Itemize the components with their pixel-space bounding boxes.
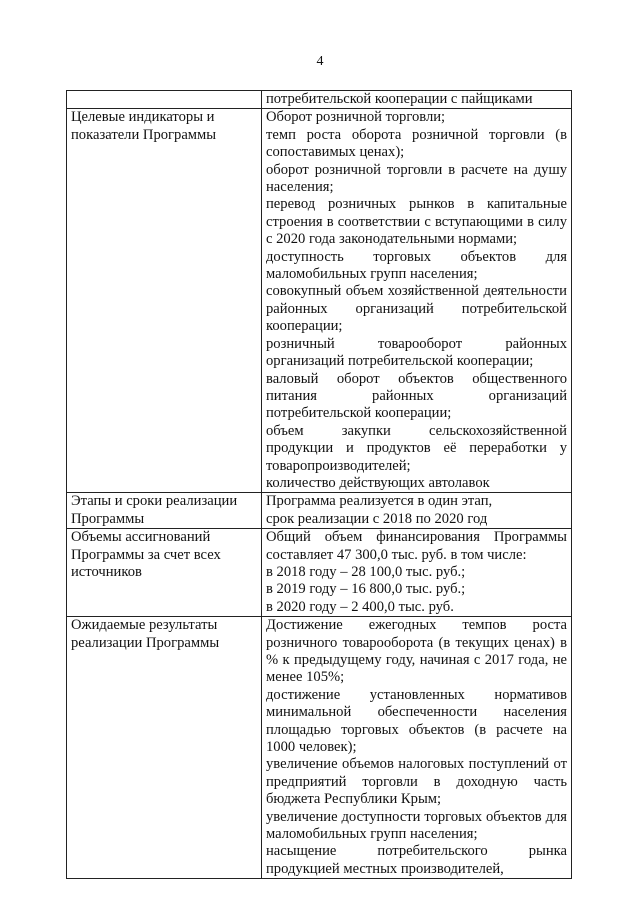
row-label: [67, 91, 262, 109]
row-label: Ожидаемые результаты реализации Программы: [67, 617, 262, 879]
row-value: [262, 91, 572, 109]
value-line: увеличение доступности торговых объектов для маломобильных групп населения;: [266, 808, 567, 843]
table-body: [67, 91, 572, 879]
value-line: срок реализации с 2018 по 2020 год: [266, 510, 488, 527]
row-value: [262, 617, 572, 879]
value-line: Достижение ежегодных темпов роста розничного товарооборота (в текущих ценах) в % к предыдущему году, начиная с 2017 года, не менее 105%;: [266, 617, 567, 686]
page-number: 4: [316, 54, 324, 69]
value-line: в 2018 году – 28 100,0 тыс. руб.;: [266, 563, 466, 580]
value-line: розничный товарооборот районных организаций потребительской кооперации;: [266, 335, 567, 370]
table-row: [67, 109, 572, 493]
value-line: насыщение потребительского рынка продукцией местных производителей,: [266, 843, 567, 877]
row-value: [262, 529, 572, 617]
value-line: совокупный объем хозяйственной деятельности районных организаций потребительской кооперации;: [266, 283, 567, 335]
value-line: темп роста оборота розничной торговли (в сопоставимых ценах);: [266, 126, 567, 161]
table-row: [67, 91, 572, 109]
value-line: перевод розничных рынков в капитальные строения в соответствии с вступающими в силу с 2020 года законодательными нормами;: [266, 196, 567, 248]
table-row: [67, 529, 572, 617]
value-line: увеличение объемов налоговых поступлений от предприятий торговли в доходную часть бюджета Республики Крым;: [266, 756, 567, 808]
value-line: Общий объем финансирования Программы составляет 47 300,0 тыс. руб. в том числе:: [266, 529, 567, 563]
row-label: Объемы ассигнований Программы за счет всех источников: [67, 529, 262, 617]
value-line: в 2020 году – 2 400,0 тыс. руб.: [266, 598, 454, 615]
row-value: [262, 493, 572, 529]
program-passport-table: [66, 90, 572, 879]
row-label: Целевые индикаторы и показатели Программы: [67, 109, 262, 493]
table-row: [67, 493, 572, 529]
value-line: достижение установленных нормативов минимальной обеспеченности населения площадью торговых объектов (в расчете на 1000 человек);: [266, 686, 567, 756]
value-line: потребительской кооперации с пайщиками: [266, 91, 533, 107]
row-value: [262, 109, 572, 493]
value-line: в 2019 году – 16 800,0 тыс. руб.;: [266, 581, 466, 598]
value-line: валовый оборот объектов общественного питания районных организаций потребительской кооперации;: [266, 370, 567, 422]
value-line: Оборот розничной торговли;: [266, 109, 446, 126]
value-line: Программа реализуется в один этап,: [266, 493, 493, 510]
table-row: [67, 617, 572, 879]
value-line: доступность торговых объектов для маломобильных групп населения;: [266, 248, 567, 283]
value-line: объем закупки сельскохозяйственной продукции и продуктов её переработки у товаропроизводителей;: [266, 422, 567, 474]
value-line: оборот розничной торговли в расчете на душу населения;: [266, 161, 567, 196]
value-line: количество действующих автолавок: [266, 474, 490, 491]
row-label: Этапы и сроки реализации Программы: [67, 493, 262, 529]
